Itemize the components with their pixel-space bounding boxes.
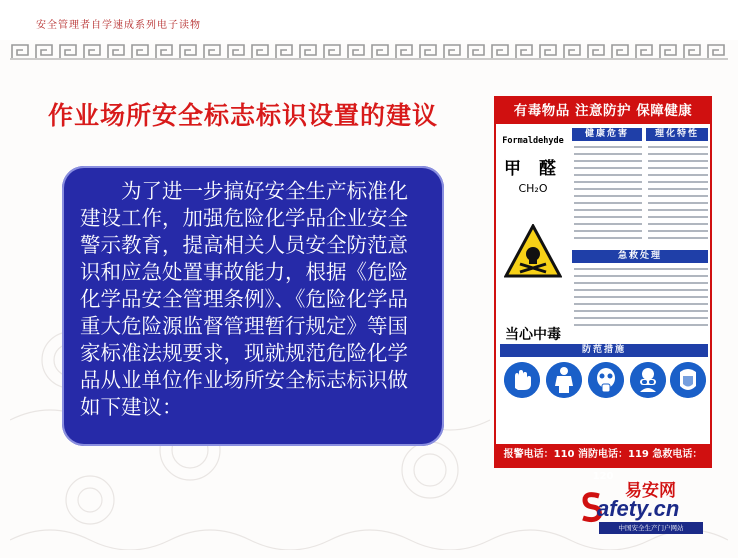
fret-border-pattern [10, 42, 728, 60]
body-text-box [62, 166, 444, 446]
gloves-icon [504, 362, 540, 398]
health-hazard-text [574, 146, 642, 244]
formaldehyde-warning-sign [494, 96, 712, 482]
respirator-mask-icon [588, 362, 624, 398]
page-heading: 作业场所安全标志标识设置的建议 [48, 101, 439, 130]
warning-text: 当心中毒 [505, 327, 561, 343]
series-title: 安全管理者自学速成系列电子读物 [36, 20, 201, 31]
skull-crossbones-warning-icon [504, 224, 562, 290]
protection-icons [502, 362, 706, 418]
protective-suit-icon [546, 362, 582, 398]
logo-subtitle: 中国安全生产门户网站 [599, 522, 703, 534]
section-protection: 防范措施 [500, 344, 708, 357]
section-physical-properties: 理化特性 [646, 128, 708, 141]
section-first-aid: 急救处理 [572, 250, 708, 263]
safety-cn-logo [585, 476, 705, 538]
chemical-name-cn: 甲 醛 [504, 159, 562, 179]
chemical-name-en: Formaldehyde [502, 136, 564, 146]
logo-cn: 易安网 [625, 481, 676, 501]
emergency-phone-strip: 报警电话：110 消防电话：119 急救电话：120 [496, 444, 710, 466]
logo-en: afety.cn [597, 496, 680, 521]
chemical-identity [498, 128, 568, 343]
first-aid-text [574, 268, 708, 331]
chemical-formula: CH₂O [518, 182, 548, 195]
properties-text [648, 146, 708, 244]
sign-header: 有毒物品 注意防护 保障健康 [496, 98, 710, 124]
section-health-hazard: 健康危害 [572, 128, 642, 141]
goggles-icon [630, 362, 666, 398]
body-paragraph: 为了进一步搞好安全生产标准化建设工作，加强危险化学品企业安全警示教育，提高相关人员安全防范意识和应急处置事故能力，根据《危险化学品安全管理条例》、《危险化学品重大危险源监督管理暂行规定》等国家标准法规要求，现就规范危险化学品从业单位作业场所安全标志标识做如下建议： [80, 179, 408, 419]
face-shield-icon [670, 362, 706, 398]
